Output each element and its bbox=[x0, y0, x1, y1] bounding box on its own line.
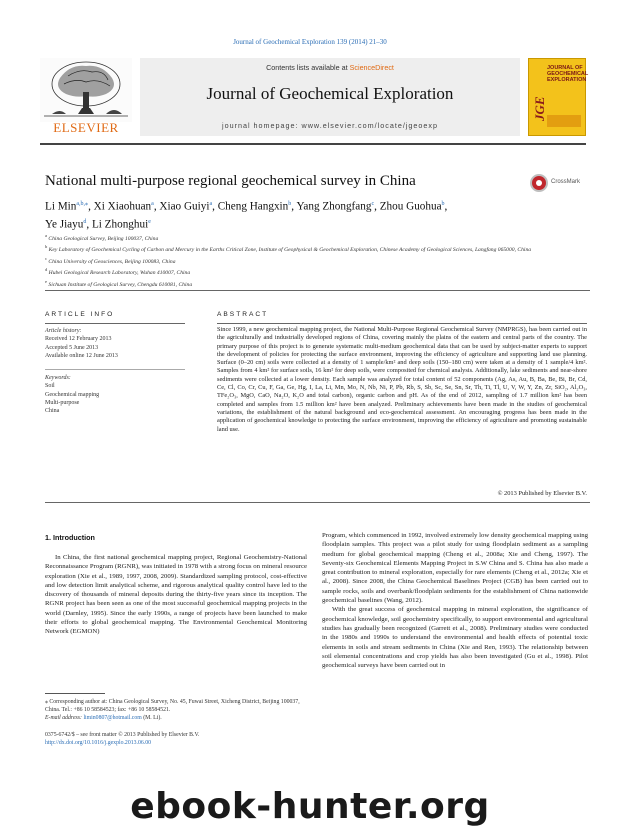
abstract-text: Since 1999, a new geochemical mapping project, the National Multi-Purpose Regional Geochemical Survey (NMPRGS), has been carried out in the agriculturally and industrially developed regions of China, covering mainly the plains of the eastern and central parts of the country. The primary purpose of this project is to generate systematic multi-medium geochemical data that can be used by subject-matter experts to support the development of policies for protecting the surface environment, improving the efficiency of agriculture and supporting land use planning. Surface (0–20 cm) soils were collected at a density of 1 sample/km² and deep soils (150–180 cm) were taken at a density of 1 sample/4 km². Samples from 4 km² for surface soils, 16 km² for deep soils, were composited for chemical analysis. Additionally, lake sediments and near-shore sediments were collected at a lower density. Each sample was analyzed for total content of 52 components (Ag, As, Au, B, Ba, Be, Bi, Br, Cd, Ce, Cl, Co, Cr, Cu, F, Ga, Ge, Hg, I, La, Li, Mn, Mo, N, Nb, Ni, P, Pb, Rb, S, Sb, Sc, Se, Sn, Sr, Th, Ti, Tl, U, V, W, Y, Zn, Zr, SiO₂, Al₂O₃, TFe₂O₃, MgO, CaO, Na₂O, K₂O and total carbon), organic carbon and pH. As of the end of 2012, sampling of 1.7 million km² has been completed and samples from 1.5 million km² have been analyzed. Preliminary achievements have been made in the studies of geochemical variations, the establishment of the natural background and eco-geochemical assessment. An encouraging progress has been made in the application of geochemical knowledge to protecting the surface environment, improving the efficiency of agriculture and promoting sustainable land use. bbox=[217, 326, 587, 433]
keyword-item: Multi-purpose bbox=[45, 399, 80, 406]
author-separator: , bbox=[88, 200, 94, 213]
sciencedirect-link[interactable]: ScienceDirect bbox=[349, 63, 394, 72]
intro-right-column bbox=[322, 531, 588, 670]
history-accepted: Accepted 5 June 2013 bbox=[45, 344, 99, 351]
affiliation-item bbox=[45, 278, 590, 289]
watermark: ebook-hunter.org bbox=[130, 786, 490, 827]
intro-paragraph: With the great success of geochemical mapping in mineral exploration, the significance of geochemical knowledge, soil geochemistry specifically, to support environmental and agricultural studies has gradually been recognized (Garrett et al., 2008). Preliminary studies were conducted in the 1980s and 1990s to understand the environmental and health effects of potential toxic elements in soils and stream sediments in China (Xie and Ren, 1993). The relationship between soil elemental concentrations and crop yields has also been investigated (Gu et al., 1998). Pilot geochemical surveys have been carried out in bbox=[322, 606, 588, 670]
author-affiliation-marker[interactable]: a,b,⁎ bbox=[76, 201, 89, 207]
affiliation-divider bbox=[45, 290, 590, 291]
intro-left-column bbox=[45, 553, 307, 637]
author-affiliation-marker[interactable]: b bbox=[288, 201, 292, 207]
abstract-rule bbox=[217, 323, 587, 324]
author-affiliation-marker[interactable]: b bbox=[441, 201, 445, 207]
author-separator: , bbox=[374, 200, 380, 213]
journal-masthead bbox=[140, 58, 520, 136]
email-suffix: (M. Li). bbox=[143, 715, 162, 721]
author-affiliation-marker[interactable]: e bbox=[148, 218, 151, 225]
article-title: National multi-purpose regional geochemical survey in China bbox=[45, 173, 416, 189]
affiliation-marker: c bbox=[45, 255, 47, 261]
cover-letters: JGE bbox=[532, 96, 547, 121]
corresponding-author-text: ⁎ Corresponding author at: China Geological Survey, No. 45, Fuwai Street, Xicheng District, Beijing 100037, China. Tel.: +86 10 58584523; fax: +86 10 58584521. bbox=[45, 699, 300, 713]
keywords-label: Keywords: bbox=[45, 375, 71, 381]
author-name[interactable]: Li Min bbox=[45, 200, 77, 213]
keyword-item: Soil bbox=[45, 383, 55, 390]
affiliation-item bbox=[45, 232, 590, 243]
author-separator: , bbox=[212, 200, 218, 213]
author-name[interactable]: Zhou Guohua bbox=[379, 200, 442, 213]
journal-title: Journal of Geochemical Exploration bbox=[206, 84, 454, 103]
affiliation-marker: d bbox=[45, 267, 48, 273]
issn-line: 0375-6742/$ – see front matter © 2013 Published by Elsevier B.V. bbox=[45, 732, 200, 738]
author-separator: , bbox=[444, 200, 448, 213]
journal-cover-thumbnail[interactable] bbox=[528, 58, 589, 136]
author-affiliation-marker[interactable]: d bbox=[83, 218, 87, 225]
article-info-heading: ARTICLE INFO bbox=[45, 311, 115, 318]
author-affiliation-marker[interactable]: a bbox=[151, 201, 154, 207]
header-divider bbox=[40, 143, 586, 145]
corresponding-author-footnote bbox=[45, 698, 307, 722]
author-affiliation-marker[interactable]: c bbox=[371, 201, 375, 207]
affiliation-marker: b bbox=[45, 244, 48, 250]
cover-band bbox=[547, 115, 581, 127]
journal-reference[interactable]: Journal of Geochemical Exploration 139 (2014) 21–30 bbox=[233, 38, 387, 46]
affiliation-text: China Geological Survey, Beijing 100037, China bbox=[48, 235, 159, 242]
affiliation-text: Sichuan Institute of Geological Survey, Chengdu 610081, China bbox=[48, 281, 193, 288]
history-received: Received 12 February 2013 bbox=[45, 336, 112, 343]
journal-homepage[interactable]: journal homepage: www.elsevier.com/locate/jgeoexp bbox=[221, 121, 438, 130]
info-divider bbox=[45, 369, 185, 370]
author-name[interactable]: Li Zhonghui bbox=[91, 218, 149, 231]
intro-paragraph: Program, which commenced in 1992, involved extremely low density geochemical mapping using floodplain samples. This project was a pilot study for using floodplain sediment as a sampling medium for global geochemical mapping (Cheng et al., 2008a; Xie and Cheng, 1997). The Seventy-six Geochemical Elements Mapping Project in S.W China and S. China has also made a great contribution to mineral exploration, especially for rare elements (Cheng et al., 2012a; Xie et al., 2008). Since 2008, the China Geochemical Baselines Project (CGB) has been carried out to sample rocks, soils and overbank/floodplain sediments for the establishment of China nationwide geochemical baselines (Wang, 2012). bbox=[322, 532, 588, 605]
intro-paragraph: In China, the first national geochemical mapping project, Regional Geochemistry-National Reconnaissance Program (RGNR), was initiated in 1978 with a strong focus on mineral resource exploration (Xie et al., 1989, 1997, 2008, 2009). Standardized sampling protocol, cost-effective and low detection limit analytical scheme, and rigorous analytical quality control have led to the discovery of thousands of mineral deposits during the thirty-five years since its inception. The RGNR project has been seen as one of the most successful geochemical mapping projects in the world (Darnley, 1995). Since the early 1990s, a range of projects have been launched to make their efforts to global geochemical mapping. The Environmental Geochemical Monitoring Network (EGMON) bbox=[45, 554, 307, 636]
email-link[interactable]: limin0807@hotmail.com bbox=[83, 715, 142, 721]
crossmark-icon bbox=[530, 174, 548, 192]
affiliation-list bbox=[45, 232, 590, 289]
affiliation-text: Key Laboratory of Geochemical Cycling of Carbon and Mercury in the Earths Critical Zone, Institute of Geophysical & Geochemical Exploration, Chinese Academy of Geological Sciences, Langfang 065000, China bbox=[48, 247, 532, 254]
cover-title: JOURNAL OF GEOCHEMICAL EXPLORATION bbox=[547, 65, 589, 83]
affiliation-marker: e bbox=[45, 278, 47, 284]
email-label: E-mail address: bbox=[45, 715, 82, 721]
affiliation-item bbox=[45, 266, 590, 277]
elsevier-wordmark: ELSEVIER bbox=[53, 120, 119, 135]
contents-line bbox=[140, 63, 520, 72]
doi-link[interactable]: http://dx.doi.org/10.1016/j.gexplo.2013.06.00 bbox=[45, 740, 152, 746]
footnote-rule bbox=[45, 693, 105, 694]
elsevier-logo[interactable] bbox=[40, 58, 132, 136]
issn-block bbox=[45, 731, 307, 747]
author-separator: , bbox=[86, 218, 92, 231]
article-info-rule bbox=[45, 323, 185, 324]
affiliation-item bbox=[45, 255, 590, 266]
copyright-notice: © 2013 Published by Elsevier B.V. bbox=[497, 490, 587, 497]
contents-prefix: Contents lists available at bbox=[266, 63, 350, 72]
abstract-heading: ABSTRACT bbox=[217, 311, 269, 318]
elsevier-tree-icon bbox=[40, 58, 132, 122]
author-affiliation-marker[interactable]: a bbox=[209, 201, 213, 207]
affiliation-marker: a bbox=[45, 233, 47, 238]
keywords-block bbox=[45, 374, 185, 415]
author-separator: , bbox=[153, 200, 160, 213]
history-online: Available online 12 June 2013 bbox=[45, 352, 118, 359]
history-label: Article history: bbox=[45, 328, 82, 334]
affiliation-text: China University of Geosciences, Beijing 100083, China bbox=[48, 258, 176, 265]
author-separator: , bbox=[291, 200, 297, 213]
email-line bbox=[45, 714, 307, 722]
author-name[interactable]: Xiao Guiyi bbox=[159, 200, 210, 213]
author-name[interactable]: Cheng Hangxin bbox=[217, 200, 289, 213]
author-list bbox=[45, 197, 525, 232]
article-history bbox=[45, 327, 185, 360]
keyword-item: China bbox=[45, 408, 60, 415]
author-name[interactable]: Ye Jiayu bbox=[45, 218, 84, 231]
author-name[interactable]: Yang Zhongfang bbox=[296, 200, 372, 213]
author-name[interactable]: Xi Xiaohuan bbox=[93, 200, 152, 213]
affiliation-text: Hubei Geological Research Laboratory, Wuhan 410007, China bbox=[48, 270, 191, 277]
journal-header bbox=[40, 58, 589, 138]
keyword-item: Geochemical mapping bbox=[45, 391, 100, 398]
crossmark-label: CrossMark bbox=[551, 179, 581, 185]
affiliation-item bbox=[45, 243, 590, 254]
abstract-bottom-divider bbox=[45, 502, 590, 503]
section-heading-introduction: 1. Introduction bbox=[45, 533, 95, 542]
crossmark-badge[interactable] bbox=[530, 174, 590, 194]
